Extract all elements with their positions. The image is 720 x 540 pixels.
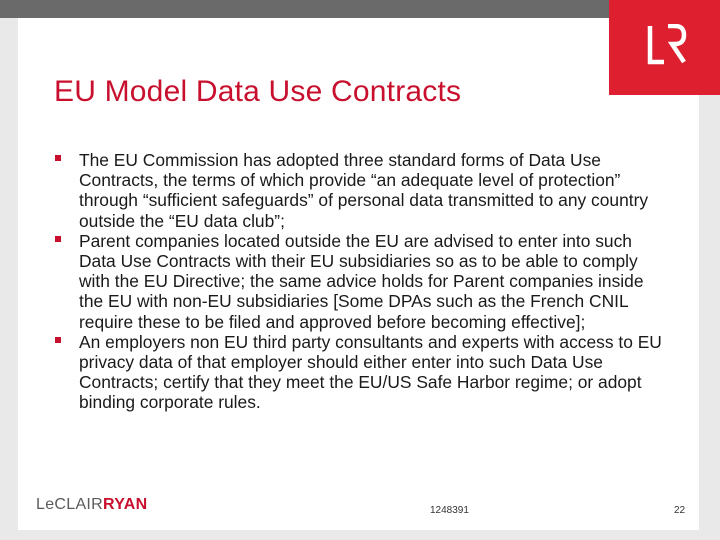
bullet-item xyxy=(55,332,665,413)
document-id: 1248391 xyxy=(430,505,469,516)
bullet-list xyxy=(55,150,665,413)
bullet-text: Parent companies located outside the EU are advised to enter into such Data Use Contracts with their EU subsidiaries so as to be able to comply with the EU Directive; the same advice holds for Parent companies inside the EU with non-EU subsidiaries [Some DPAs such as the French CNIL require these to be filed and approved before becoming effective]; xyxy=(79,230,644,332)
footer-company-logo xyxy=(36,496,148,514)
page-number: 22 xyxy=(674,505,686,516)
lr-monogram-icon xyxy=(647,24,687,66)
brand-logo-box xyxy=(609,0,720,95)
bullet-item xyxy=(55,150,665,231)
square-bullet-icon xyxy=(55,236,61,242)
square-bullet-icon xyxy=(55,155,61,161)
footer-logo-part-1: LeCLAIR xyxy=(36,496,104,513)
slide-title: EU Model Data Use Contracts xyxy=(54,75,462,108)
square-bullet-icon xyxy=(55,337,61,343)
bullet-item xyxy=(55,231,665,332)
bullet-text: The EU Commission has adopted three standard forms of Data Use Contracts, the terms of which provide “an adequate level of protection” through “sufficient safeguards” of personal data transmitted to any country outside the “EU data club”; xyxy=(79,150,649,231)
footer-logo-part-2: RYAN xyxy=(103,496,148,513)
bullet-text: An employers non EU third party consultants and experts with access to EU privacy data of that employer should either enter into such Data Use Contracts; certify that they meet the EU/US Safe Harbor regime; or adopt binding corporate rules. xyxy=(79,331,662,413)
